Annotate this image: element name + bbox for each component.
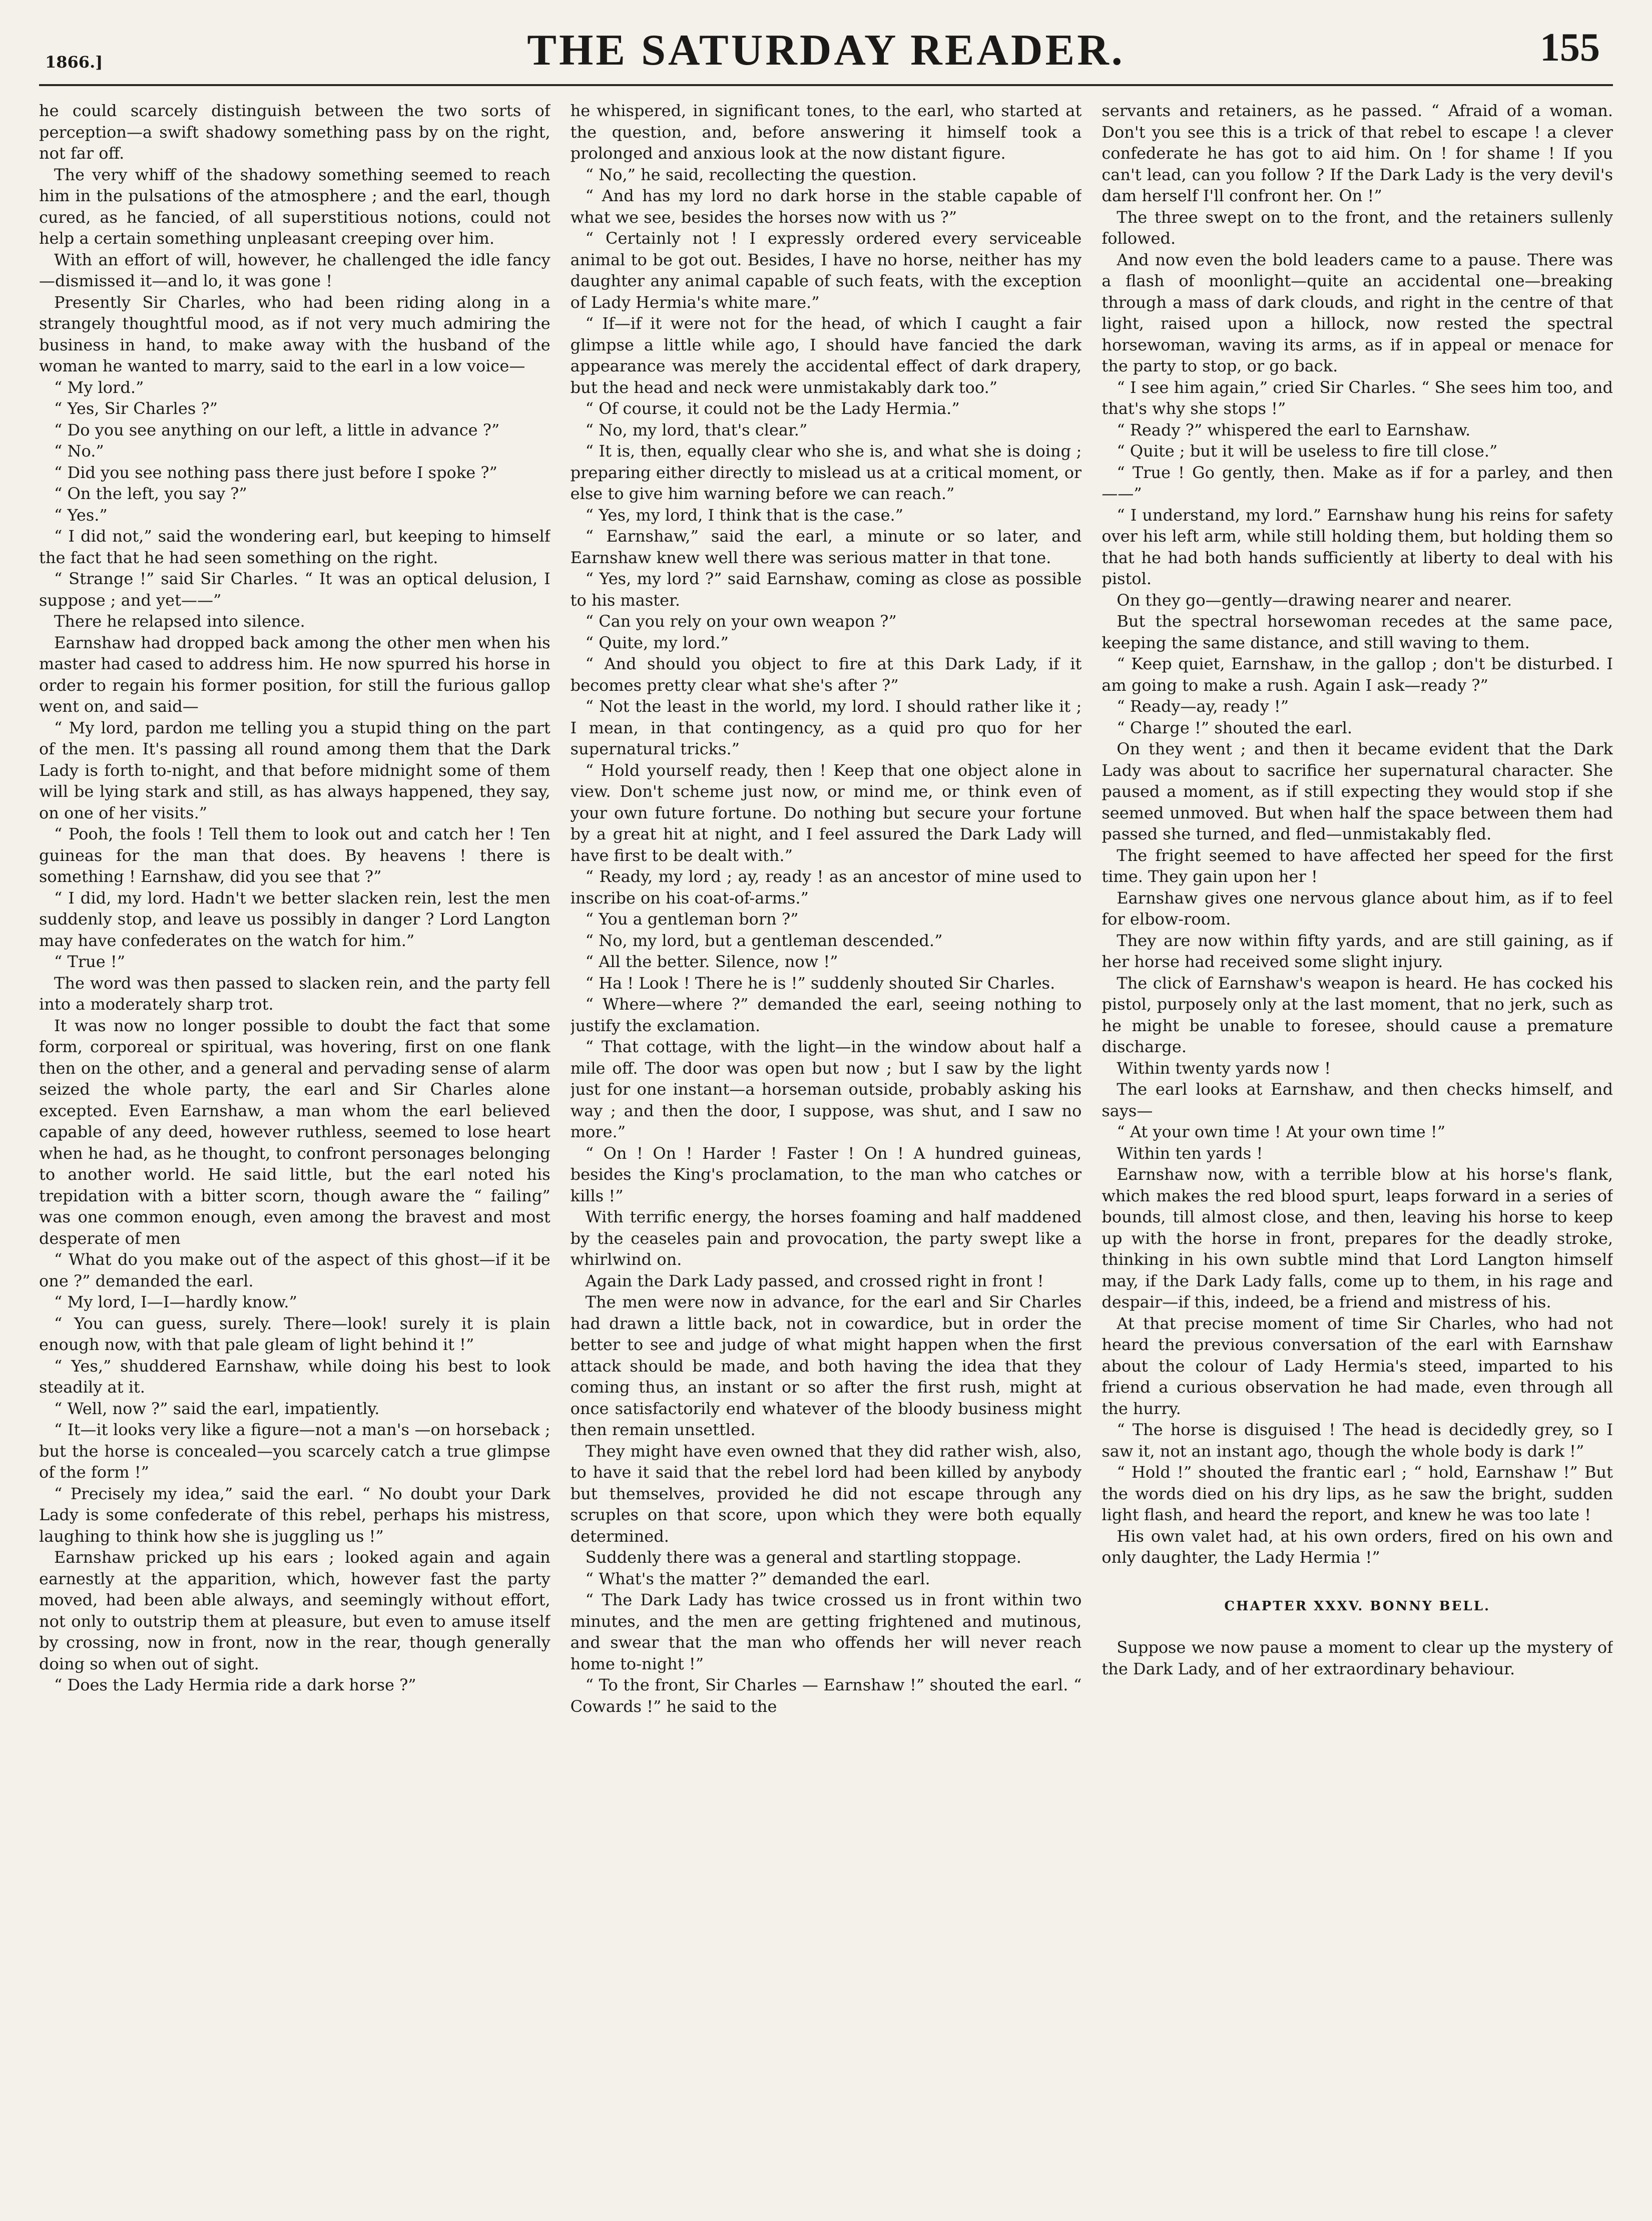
- paragraph: “ No, my lord, that's clear.”: [585, 420, 808, 439]
- column-2: [571, 100, 1082, 2211]
- paragraph: “ Do you see anything on our left, a little in advance ?”: [54, 420, 500, 439]
- paragraph: Presently Sir Charles, who had been riding along in a strangely thoughtful mood, as if not very much admiring the business in hand, to make away with the husband of the woman he wanted to marry, said to the earl in a low voice—: [39, 292, 550, 375]
- paragraph: “ And has my lord no dark horse in the stable capable of what we see, besides the horses now with us ?”: [570, 186, 1082, 227]
- paragraph: “ I did not,” said the wondering earl, but keeping to himself the fact that he had seen something on the right.: [39, 527, 550, 567]
- paragraph: “ At your own time ! At your own time !”: [1117, 1122, 1446, 1141]
- paragraph: The word was then passed to slacken rein, and the party fell into a moderately sharp trot.: [39, 973, 550, 1014]
- paragraph: It was now no longer possible to doubt the fact that some form, corporeal or spiritual, was hovering, first on one flank then on the other, and a general and pervading sense of alarm seized the whole party, the earl and Sir Charles alone excepted. Even Earnshaw, a man whom the earl believed capable of any deed, however ruthless, seemed to lose heart when he had, as he thought, to confront personages belonging to another world. He said little, but the earl noted his trepidation with a bitter scorn, though aware the “ failing” was one common enough, even among the bravest and most desperate of men: [39, 1016, 550, 1248]
- paragraph: “ Ha ! Look ! There he is !” suddenly shouted Sir Charles.: [585, 973, 1055, 993]
- paragraph: “ Did you see nothing pass there just before I spoke ?”: [54, 463, 497, 482]
- paragraph: “ You a gentleman born ?”: [585, 910, 799, 929]
- paragraph: The three swept on to the front, and the retainers sullenly followed.: [1102, 207, 1613, 248]
- paragraph: “ I understand, my lord.” Earnshaw hung his reins for safety over his left arm, while still holding them, but holding them so that he had both hands sufficiently at liberty to deal with his pistol.: [1102, 505, 1613, 588]
- paragraph: “ Well, now ?” said the earl, impatiently.: [54, 1399, 380, 1418]
- paragraph: The fright seemed to have affected her speed for the first time. They gain upon her !: [1102, 845, 1613, 886]
- article-columns: [39, 100, 1613, 2211]
- paragraph: With terrific energy, the horses foaming and half maddened by the ceaseles pain and provocation, the party swept like a whirlwind on.: [570, 1207, 1082, 1269]
- paragraph: “ What's the matter ?” demanded the earl.: [585, 1569, 930, 1588]
- paragraph: “ That cottage, with the light—in the window about half a mile off. The door was open but now ; but I saw by the light just for one instant—a horseman outside, probably asking his way ; and then the door, I suppose, was shut, and I saw no more.”: [570, 1037, 1082, 1141]
- paragraph: “ I see him again,” cried Sir Charles. “ She sees him too, and that's why she stops !”: [1102, 377, 1613, 418]
- paragraph: “ Does the Lady Hermia ride a dark horse ?”: [54, 1675, 416, 1694]
- paragraph: The earl looks at Earnshaw, and then checks himself, and says—: [1102, 1080, 1613, 1120]
- paragraph: “ Hold !” shouted the frantic earl ; “ hold, Earnshaw !” But the words died on his dry lips, as he saw the bright, sudden light flash, and heard the report, and knew he was too late !: [1102, 1463, 1613, 1524]
- paragraph: “ Ready, my lord ; ay, ready ! as an ancestor of mine used to inscribe on his coat-of-arms.”: [570, 867, 1082, 908]
- paragraph: They might have even owned that they did rather wish, also, to have it said that the rebel lord had been killed by anybody but themselves, provided he did not escape through any scruples on that score, upon which they were both equally determined.: [570, 1441, 1082, 1546]
- paragraph: “ Quite, my lord.”: [585, 633, 729, 652]
- paragraph: servants and retainers, as he passed. “ Afraid of a woman. Don't you see this is a trick of that rebel to escape ! a clever confederate he has got to aid him. On ! for shame ! If you can't lead, can you follow ? If the Dark Lady is the very devil's dam herself I'll confront her. On !”: [1102, 101, 1613, 205]
- paragraph: “ No.”: [54, 441, 104, 461]
- paragraph: “ No, my lord, but a gentleman descended.”: [585, 931, 943, 950]
- paragraph: Again the Dark Lady passed, and crossed right in front !: [585, 1271, 1044, 1290]
- paragraph: And now even the bold leaders came to a pause. There was a flash of moonlight—quite an accidental one—breaking through a mass of dark clouds, and right in the centre of that light, raised upon a hillock, now rested the spectral horsewoman, waving its arms, as if in appeal or menace for the party to stop, or go back.: [1102, 250, 1613, 375]
- publication-title: THE SATURDAY READER.: [527, 26, 1125, 75]
- chapter-opening-text: [1102, 1637, 1613, 1679]
- paragraph: At that precise moment of time Sir Charles, who had not heard the previous conversation of the earl with Earnshaw about the colour of Lady Hermia's steed, imparted to his friend a curious observation he had made, even through all the hurry.: [1102, 1313, 1613, 1418]
- paragraph: “ And should you object to fire at this Dark Lady, if it becomes pretty clear what she's after ?”: [570, 654, 1082, 695]
- paragraph: “ Not the least in the world, my lord. I should rather like it ; I mean, in that contingency, as a quid pro quo for her supernatural tricks.”: [570, 697, 1082, 758]
- paragraph: They are now within fifty yards, and are still gaining, as if her horse had received some slight injury.: [1102, 931, 1613, 971]
- column-3: [1102, 100, 1613, 2211]
- paragraph: “ If—if it were not for the head, of which I caught a fair glimpse a little while ago, I should have fancied the dark appearance was merely the accidental effect of dark drapery, but the head and neck were unmistakably dark too.”: [570, 314, 1082, 397]
- paragraph: “ No,” he said, recollecting the question.: [585, 165, 917, 184]
- paragraph: “ You can guess, surely. There—look! surely it is plain enough now, with that pale gleam of light behind it !”: [39, 1313, 550, 1354]
- paragraph: “ Yes, my lord ?” said Earnshaw, coming as close as possible to his master.: [570, 569, 1082, 610]
- paragraph: “ My lord, I—I—hardly know.”: [54, 1292, 297, 1311]
- paragraph: “ Ready—ay, ready !”: [1117, 697, 1289, 716]
- paragraph: “ On ! On ! Harder ! Faster ! On ! A hundred guineas, besides the King's proclamation, to the man who catches or kills !”: [570, 1143, 1082, 1205]
- paragraph: Suppose we now pause a moment to clear up the mystery of the Dark Lady, and of her extraordinary behaviour.: [1102, 1638, 1613, 1678]
- paragraph: Within twenty yards now !: [1117, 1058, 1331, 1078]
- paragraph: Earnshaw now, with a terrible blow at his horse's flank, which makes the red blood spurt, leaps forward in a series of bounds, till almost close, and then, leaving his horse to keep up with the horse in front, prepares for the deadly stroke, thinking in his own subtle mind that Lord Langton himself may, if the Dark Lady falls, come up to them, in his rage and despair—if this, indeed, be a friend and mistress of his.: [1102, 1165, 1613, 1311]
- column-3-text: [1102, 100, 1613, 1568]
- paragraph: “ Yes, Sir Charles ?”: [54, 399, 218, 418]
- paragraph: “ Can you rely on your own weapon ?”: [585, 612, 897, 631]
- page-number: 155: [1540, 26, 1600, 70]
- paragraph: he could scarcely distinguish between the two sorts of perception—a swift shadowy something pass by on the right, not far off.: [39, 101, 550, 163]
- paragraph: The click of Earnshaw's weapon is heard. He has cocked his pistol, purposely only at the last moment, that no jerk, such as he might be unable to foresee, should cause a premature discharge.: [1102, 973, 1613, 1056]
- paragraph: Earnshaw gives one nervous glance about him, as if to feel for elbow-room.: [1102, 888, 1613, 929]
- paragraph: “ Certainly not ! I expressly ordered every serviceable animal to be got out. Besides, I have no horse, neither has my daughter any animal capable of such feats, with the exception of Lady Hermia's white mare.”: [570, 229, 1082, 312]
- chapter-heading: CHAPTER XXXV. BONNY BELL.: [1224, 1598, 1491, 1614]
- paragraph: “ On the left, you say ?”: [54, 484, 247, 503]
- paragraph: “ My lord.”: [54, 377, 144, 397]
- paragraph: “ All the better. Silence, now !”: [585, 952, 838, 971]
- paragraph: “ Pooh, the fools ! Tell them to look out and catch her ! Ten guineas for the man that does. By heavens ! there is something ! Earnshaw, did you see that ?”: [39, 824, 550, 886]
- paragraph: “ The horse is disguised ! The head is decidedly grey, so I saw it, not an instant ago, though the whole body is dark !”: [1102, 1420, 1613, 1461]
- paragraph: “ It is, then, equally clear who she is, and what she is doing ; preparing either directly to mislead us at a critical moment, or else to give him warning before we can reach.”: [570, 441, 1082, 503]
- paragraph: he whispered, in significant tones, to the earl, who started at the question, and, before answering it himself took a prolonged and anxious look at the now distant figure.: [570, 101, 1082, 163]
- paragraph: “ Earnshaw,” said the earl, a minute or so later, and Earnshaw knew well there was serious matter in that tone.: [570, 527, 1082, 567]
- issue-date: 1866.]: [45, 53, 103, 72]
- paragraph: “ Keep quiet, Earnshaw, in the gallop ; don't be disturbed. I am going to make a rush. Again I ask—ready ?”: [1102, 654, 1613, 695]
- paragraph: “ I did, my lord. Hadn't we better slacken rein, lest the men suddenly stop, and leave us possibly in danger ? Lord Langton may have confederates on the watch for him.”: [39, 888, 550, 950]
- paragraph: Within ten yards !: [1117, 1143, 1263, 1163]
- header-rule: [39, 84, 1613, 86]
- paragraph: “ Precisely my idea,” said the earl. “ No doubt your Dark Lady is some confederate of this rebel, perhaps his mistress, laughing to think how she is juggling us !”: [39, 1484, 550, 1546]
- paragraph: “ Where—where ?” demanded the earl, seeing nothing to justify the exclamation.: [570, 995, 1082, 1035]
- masthead: [39, 0, 1613, 75]
- paragraph: The very whiff of the shadowy something seemed to reach him in the pulsations of the atmosphere ; and the earl, though cured, as he fancied, of all superstitious notions, could not help a certain something unpleasant creeping over him.: [39, 165, 550, 248]
- paragraph: But the spectral horsewoman recedes at the same pace, keeping the same distance, and still waving to them.: [1102, 612, 1613, 652]
- paragraph: Earnshaw pricked up his ears ; looked again and again earnestly at the apparition, which, however fast the party moved, had been able always, and seemingly without effort, not only to outstrip them at pleasure, but even to amuse itself by crossing, now in front, now in the rear, though generally doing so when out of sight.: [39, 1548, 550, 1673]
- paragraph: The men were now in advance, for the earl and Sir Charles had drawn a little back, not in cowardice, but in order the better to see and judge of what might happen when the first attack should be made, and both having the idea that they coming thus, an instant or so after the first rush, might at once satisfactorily end whatever of the bloody business might then remain unsettled.: [570, 1292, 1082, 1439]
- paragraph: There he relapsed into silence.: [54, 612, 305, 631]
- paragraph: “ Of course, it could not be the Lady Hermia.”: [585, 399, 960, 418]
- column-1: [39, 100, 550, 2211]
- paragraph: “ Ready ?” whispered the earl to Earnshaw.: [1117, 420, 1471, 439]
- paragraph: “ Quite ; but it will be useless to fire till close.”: [1117, 441, 1498, 461]
- paragraph: Suddenly there was a general and startling stoppage.: [585, 1548, 1021, 1567]
- paragraph: “ True !”: [54, 952, 126, 971]
- paragraph: With an effort of will, however, he challenged the idle fancy—dismissed it—and lo, it was gone !: [39, 250, 550, 290]
- paragraph: “ To the front, Sir Charles — Earnshaw !” shouted the earl. “ Cowards !” he said to the: [570, 1675, 1082, 1716]
- paragraph: “ True ! Go gently, then. Make as if for a parley, and then——”: [1102, 463, 1613, 503]
- paragraph: “ The Dark Lady has twice crossed us in front within two minutes, and the men are getting frightened and mutinous, and swear that the man who offends her will never reach home to-night !”: [570, 1590, 1082, 1673]
- paragraph: “ What do you make out of the aspect of this ghost—if it be one ?” demanded the earl.: [39, 1250, 550, 1290]
- paragraph: “ Yes,” shuddered Earnshaw, while doing his best to look steadily at it.: [39, 1356, 550, 1397]
- paragraph: “ It—it looks very like a figure—not a man's —on horseback ; but the horse is concealed—you scarcely catch a true glimpse of the form !”: [39, 1420, 550, 1482]
- paragraph: “ Yes.”: [54, 505, 108, 525]
- paragraph: “ Charge !” shouted the earl.: [1117, 718, 1352, 737]
- paragraph: “ My lord, pardon me telling you a stupid thing on the part of the men. It's passing all round among them that the Dark Lady is forth to-night, and that before midnight some of them will be lying stark and still, as has always happened, they say, on one of her visits.”: [39, 718, 550, 822]
- paragraph: “ Hold yourself ready, then ! Keep that one object alone in view. Don't scheme just now, or mind me, or think even of your own future fortune. Do nothing but secure your fortune by a great hit at night, and I feel assured the Dark Lady will have first to be dealt with.”: [570, 760, 1082, 865]
- paragraph: On they went ; and then it became evident that the Dark Lady was about to sacrifice her supernatural character. She paused a moment, as if still expecting they would stop if she seemed unmoved. But when half the space between them had passed she turned, and fled—unmistakably fled.: [1102, 739, 1613, 843]
- paragraph: “ Strange !” said Sir Charles. “ It was an optical delusion, I suppose ; and yet——”: [39, 569, 550, 610]
- paragraph: “ Yes, my lord, I think that is the case.”: [585, 505, 904, 525]
- paragraph: His own valet had, at his own orders, fired on his own and only daughter, the Lady Hermia !”: [1102, 1526, 1613, 1567]
- paragraph: On they go—gently—drawing nearer and nearer.: [1117, 590, 1512, 610]
- paragraph: Earnshaw had dropped back among the other men when his master had cased to address him. He now spurred his horse in order to regain his former position, for still the furious gallop went on, and said—: [39, 633, 550, 716]
